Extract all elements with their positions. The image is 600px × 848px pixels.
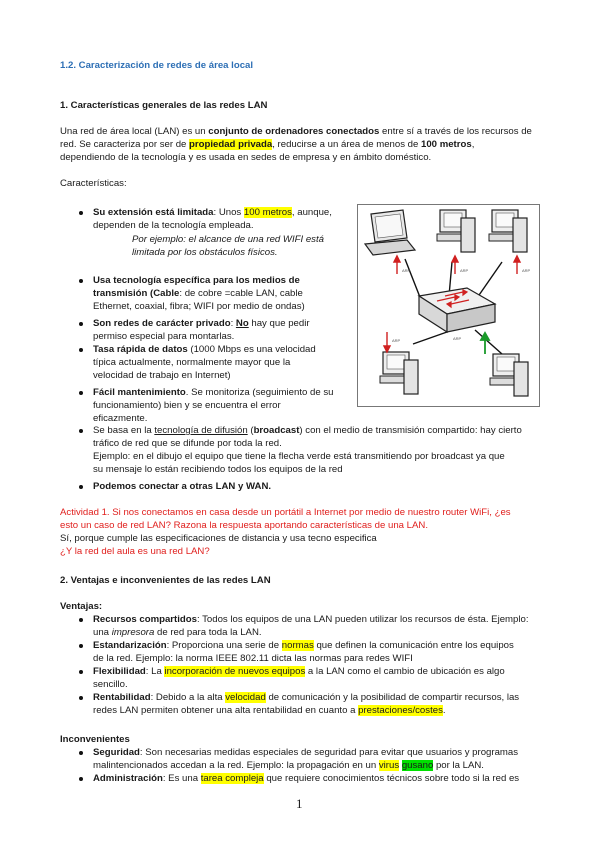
bullet-tasa-line2: típica actualmente, normalmente mayor que la: [93, 357, 291, 368]
actividad-line-2: esto un caso de red LAN? Razona la respuesta aportando características de una LAN.: [60, 520, 428, 531]
lan-network-diagram: [357, 204, 540, 407]
bullet-mantenimiento-line3: eficazmente.: [93, 413, 148, 424]
bullet-tasa-line3: velocidad de trabajo en Internet): [93, 370, 231, 381]
heading-ventajas: 2. Ventajas e inconvenientes de las redes LAN: [60, 575, 271, 586]
bullet-dot: [79, 644, 83, 648]
actividad-question-2: ¿Y la red del aula es una red LAN?: [60, 546, 210, 557]
ventaja-recursos-line2: una impresora de red para toda la LAN.: [93, 627, 262, 638]
bullet-tasa: Tasa rápida de datos (1000 Mbps es una velocidad: [93, 344, 316, 355]
diagram-label: ARP: [522, 268, 531, 273]
bullet-dot: [79, 348, 83, 352]
bullet-dot: [79, 751, 83, 755]
bullet-difusion-line3: Ejemplo: en el dibujo el equipo que tiene la flecha verde está transmitiendo por broadcast ya que: [93, 451, 505, 462]
page-number: 1: [296, 796, 303, 811]
bullet-tecnologia-line3: Ethernet, coaxial, fibra; WIFI por medio de ondas): [93, 301, 305, 312]
bullet-extension-example-2: limitada por los obstáculos físicos.: [132, 247, 278, 258]
ventaja-flexibilidad: Flexibilidad: La incorporación de nuevos equipos a la LAN como el cambio de ubicación es algo: [93, 666, 505, 677]
bullet-dot: [79, 777, 83, 781]
section-title: 1.2. Caracterización de redes de área local: [60, 60, 254, 71]
bullet-dot: [79, 391, 83, 395]
inconvenientes-label: Inconvenientes: [60, 734, 130, 745]
ventajas-label: Ventajas:: [60, 601, 103, 612]
diagram-label: ARP: [460, 268, 469, 273]
intro-line-1: Una red de área local (LAN) es un conjunto de ordenadores conectados entre sí a través de los recursos de: [60, 126, 532, 137]
bullet-privado-line2: permiso especial para montarlas.: [93, 331, 235, 342]
actividad-answer: Sí, porque cumple las especificaciones de distancia y usa tecno especifica: [60, 533, 377, 544]
diagram-label: ARP: [392, 338, 401, 343]
actividad-line-1: Actividad 1. Si nos conectamos en casa desde un portátil a Internet por medio de nuestro router WiFi, ¿es: [60, 507, 511, 518]
bullet-extension-line2: dependen de la tecnología empleada.: [93, 220, 254, 231]
intro-line-3: dependiendo de la tecnología y es usada en sedes de empresa y en ámbito doméstico.: [60, 152, 432, 163]
ventaja-recursos: Recursos compartidos: Todos los equipos de una LAN pueden utilizar los recursos de ésta. Ejemplo:: [93, 614, 529, 625]
bullet-mantenimiento: Fácil mantenimiento. Se monitoriza (seguimiento de su: [93, 387, 334, 398]
bullet-dot: [79, 322, 83, 326]
bullet-difusion-line2: tráfico de red que se difunde por toda la red.: [93, 438, 282, 449]
diagram-label: ARP: [453, 336, 462, 341]
bullet-dot: [79, 211, 83, 215]
ventaja-flexibilidad-line2: sencillo.: [93, 679, 128, 690]
bullet-dot: [79, 618, 83, 622]
heading-caracteristicas: 1. Características generales de las redes LAN: [60, 100, 268, 111]
bullet-dot: [79, 670, 83, 674]
bullet-difusion: Se basa en la tecnología de difusión (broadcast) con el medio de transmisión compartido: hay cierto: [93, 425, 522, 436]
ventaja-rentabilidad-line2: redes LAN permiten obtener una alta rentabilidad en cuanto a prestaciones/costes.: [93, 705, 446, 716]
bullet-extension-example-1: Por ejemplo: el alcance de una red WIFI está: [132, 234, 324, 245]
bullet-extension: Su extensión está limitada: Unos 100 metros, aunque,: [93, 207, 332, 218]
inconveniente-administracion: Administración: Es una tarea compleja que requiere conocimientos técnicos sobre todo si la red es: [93, 773, 520, 784]
bullet-mantenimiento-line2: funcionamiento) bien y se encuentra el error: [93, 400, 281, 411]
bullet-dot: [79, 279, 83, 283]
caracteristicas-label: Características:: [60, 178, 127, 189]
ventaja-estandarizacion-line2: de la red. Ejemplo: la norma IEEE 802.11 dicta las normas para redes WIFI: [93, 653, 413, 664]
bullet-dot: [79, 485, 83, 489]
bullet-dot: [79, 429, 83, 433]
bullet-difusion-line4: su mensaje lo están recibiendo todos los equipos de la red: [93, 464, 343, 475]
ventaja-rentabilidad: Rentabilidad: Debido a la alta velocidad de comunicación y la posibilidad de compartir recursos, las: [93, 692, 520, 703]
inconveniente-seguridad: Seguridad: Son necesarias medidas especiales de seguridad para evitar que usuarios y programas: [93, 747, 519, 758]
bullet-dot: [79, 696, 83, 700]
bullet-privado: Son redes de carácter privado: No hay que pedir: [93, 318, 310, 329]
bullet-conectar: Podemos conectar a otras LAN y WAN.: [93, 481, 272, 492]
ventaja-estandarizacion: Estandarización: Proporciona una serie de normas que definen la comunicación entre los equipos: [93, 640, 514, 651]
inconveniente-seguridad-line2: malintencionados accedan a la red. Ejemplo: la propagación en un virus gusano por la LAN.: [93, 760, 484, 771]
bullet-tecnologia-line2: transmisión (Cable: de cobre =cable LAN, cable: [93, 288, 303, 299]
intro-line-2: red. Se caracteriza por ser de propiedad privada, reducirse a un área de menos de 100 metros,: [60, 139, 475, 150]
diagram-label: ARP: [402, 268, 411, 273]
bullet-tecnologia: Usa tecnología específica para los medios de: [93, 275, 300, 286]
